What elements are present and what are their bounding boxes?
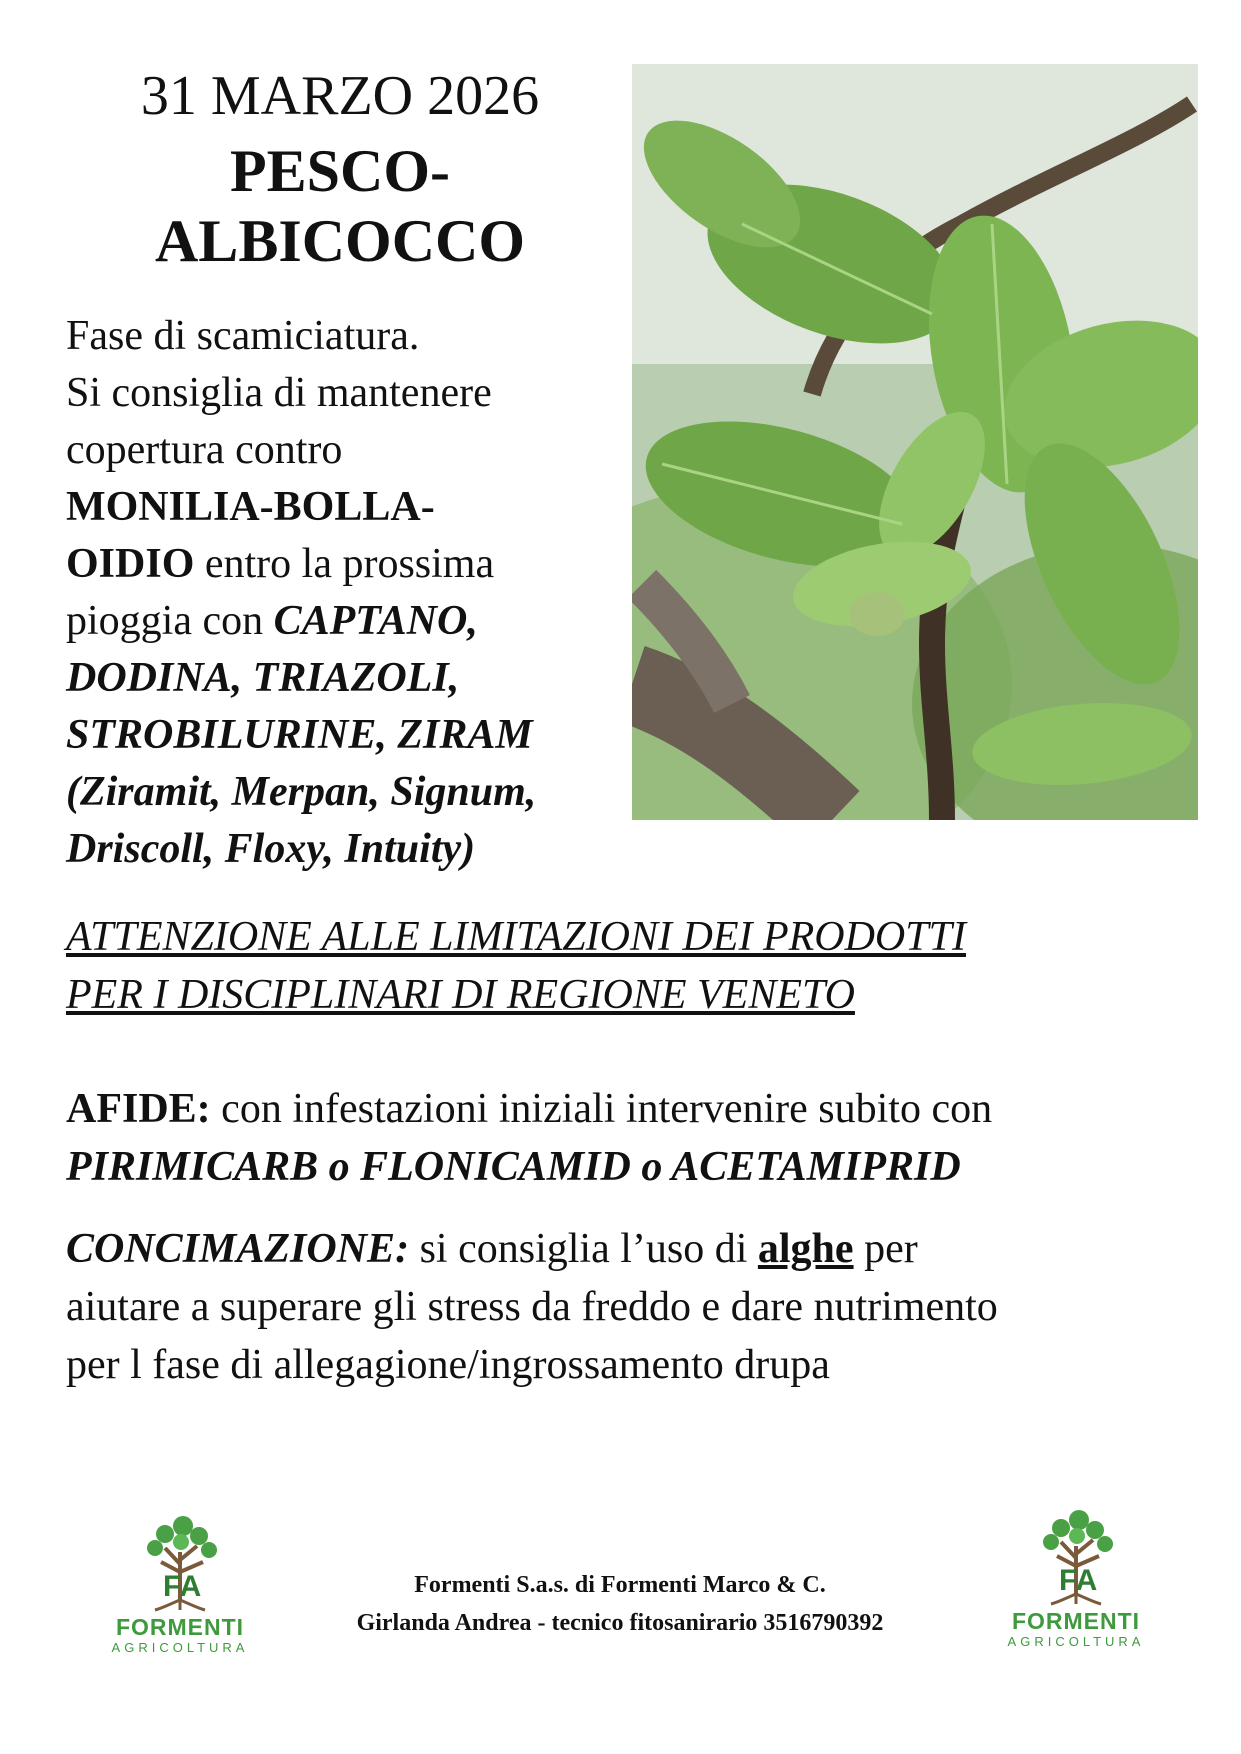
tree-icon <box>1021 1506 1131 1606</box>
footer-company: Formenti S.a.s. di Formenti Marco & C. <box>414 1572 826 1598</box>
concimazione-line: per l fase di allegagione/ingrossamento drupa <box>66 1342 830 1388</box>
apricot-branch-photo <box>632 64 1198 820</box>
crop-title <box>60 136 620 276</box>
product-line: (Ziramit, Merpan, Signum, <box>66 769 537 815</box>
crop-title-line2: ALBICOCCO <box>154 208 526 274</box>
logo-sub: AGRICOLTURA <box>1007 1634 1145 1649</box>
concimazione-line: aiutare a superare gli stress da freddo e dare nutrimento <box>66 1284 998 1330</box>
intro-line: Fase di scamiciatura. <box>66 313 420 359</box>
afide-products <box>66 1138 1186 1196</box>
concimazione-section <box>66 1220 1186 1394</box>
footer-contact: Girlanda Andrea - tecnico fitosanirario 3516790392 <box>356 1610 884 1636</box>
logo-sub: AGRICOLTURA <box>111 1640 249 1655</box>
footer <box>290 1566 950 1642</box>
regulation-warning <box>66 908 1186 1024</box>
product-line: STROBILURINE, ZIRAM <box>66 712 533 758</box>
warning-line: PER I DISCIPLINARI DI REGIONE VENETO <box>66 972 855 1018</box>
intro-text-fragment: pioggia con <box>66 598 274 644</box>
intro-text <box>66 308 626 878</box>
afide-text: con infestazioni iniziali intervenire subito con <box>210 1086 993 1132</box>
logo-brand: FORMENTI <box>115 1614 245 1640</box>
date-title: 31 MARZO 2026 <box>140 65 540 127</box>
crop-title-line1: PESCO- <box>229 138 451 204</box>
intro-line <box>66 593 626 650</box>
product-name: CAPTANO, <box>273 598 478 644</box>
concimazione-text: per <box>853 1226 918 1272</box>
logo-monogram: FA <box>163 1570 202 1603</box>
afide-line <box>66 1080 1186 1138</box>
concimazione-line <box>66 1220 1186 1278</box>
formenti-logo <box>966 1506 1186 1676</box>
disease-names: MONILIA-BOLLA- <box>66 484 435 530</box>
intro-text-fragment: entro la prossima <box>194 541 495 587</box>
afide-product-list: PIRIMICARB o FLONICAMID o ACETAMIPRID <box>66 1144 961 1190</box>
warning-line: ATTENZIONE ALLE LIMITAZIONI DEI PRODOTTI <box>66 914 966 960</box>
intro-line <box>66 536 626 593</box>
formenti-logo <box>70 1512 290 1682</box>
concimazione-text: si consiglia l’uso di <box>409 1226 758 1272</box>
intro-line: copertura contro <box>66 427 343 473</box>
logo-brand: FORMENTI <box>1011 1608 1141 1634</box>
logo-monogram: FA <box>1059 1564 1098 1597</box>
disease-names: OIDIO <box>66 541 195 587</box>
alghe-highlight: alghe <box>757 1226 854 1272</box>
tree-icon <box>125 1512 235 1612</box>
product-line: Driscoll, Floxy, Intuity) <box>66 826 476 872</box>
intro-line <box>66 479 626 536</box>
afide-label: AFIDE: <box>66 1086 211 1132</box>
afide-section <box>66 1080 1186 1196</box>
intro-line: Si consiglia di mantenere <box>66 370 492 416</box>
concimazione-label: CONCIMAZIONE: <box>66 1226 410 1272</box>
product-line: DODINA, TRIAZOLI, <box>66 655 460 701</box>
